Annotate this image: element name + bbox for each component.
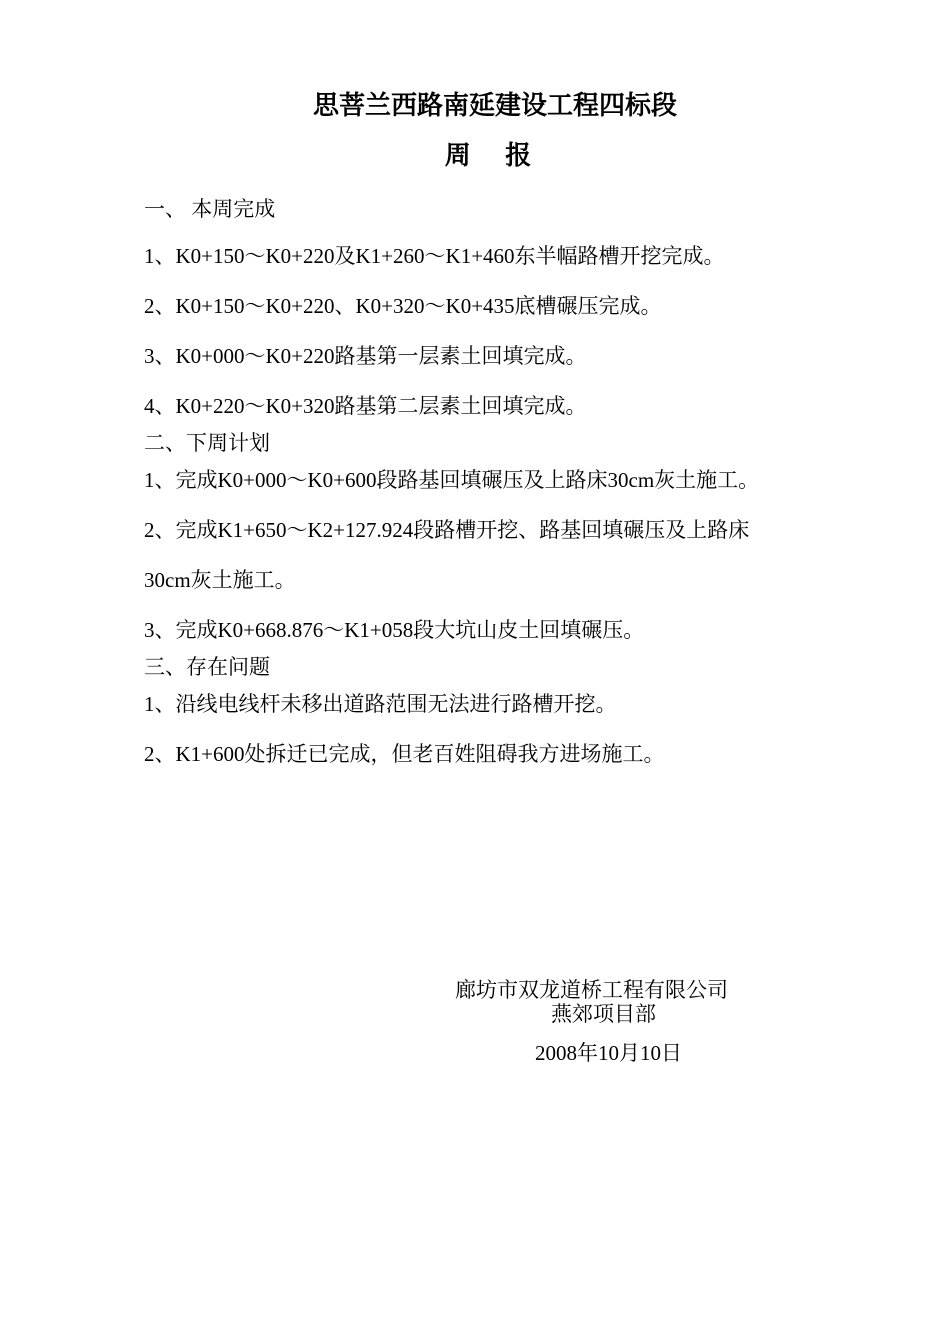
plan-item-2: 2、完成K1+650～K2+127.924段路槽开挖、路基回填碾压及上路床 bbox=[144, 518, 750, 542]
completed-item-2: 2、K0+150～K0+220、K0+320～K0+435底槽碾压完成。 bbox=[144, 294, 662, 318]
issue-item-2: 2、K1+600处拆迁已完成，但老百姓阻碍我方进场施工。 bbox=[144, 742, 665, 766]
completed-item-4: 4、K0+220～K0+320路基第二层素土回填完成。 bbox=[144, 394, 587, 418]
section-heading-next-week: 二、下周计划 bbox=[144, 431, 270, 455]
signature-company: 廊坊市双龙道桥工程有限公司 bbox=[455, 978, 728, 1002]
completed-item-1: 1、K0+150～K0+220及K1+260～K1+460东半幅路槽开挖完成。 bbox=[144, 244, 725, 268]
signature-department: 燕郊项目部 bbox=[551, 1002, 656, 1026]
signature-date: 2008年10月10日 bbox=[535, 1041, 682, 1065]
completed-item-3: 3、K0+000～K0+220路基第一层素土回填完成。 bbox=[144, 344, 587, 368]
plan-item-3: 3、完成K0+668.876～K1+058段大坑山皮土回填碾压。 bbox=[144, 618, 645, 642]
plan-item-1: 1、完成K0+000～K0+600段路基回填碾压及上路床30cm灰土施工。 bbox=[144, 468, 760, 492]
plan-item-2-continued: 30cm灰土施工。 bbox=[144, 568, 296, 592]
section-heading-completed: 一、 本周完成 bbox=[144, 197, 276, 221]
document-title: 思菩兰西路南延建设工程四标段 bbox=[312, 91, 677, 120]
issue-item-1: 1、沿线电线杆未移出道路范围无法进行路槽开挖。 bbox=[144, 692, 617, 716]
document-subtitle: 周 报 bbox=[444, 141, 546, 170]
section-heading-issues: 三、存在问题 bbox=[144, 655, 270, 679]
